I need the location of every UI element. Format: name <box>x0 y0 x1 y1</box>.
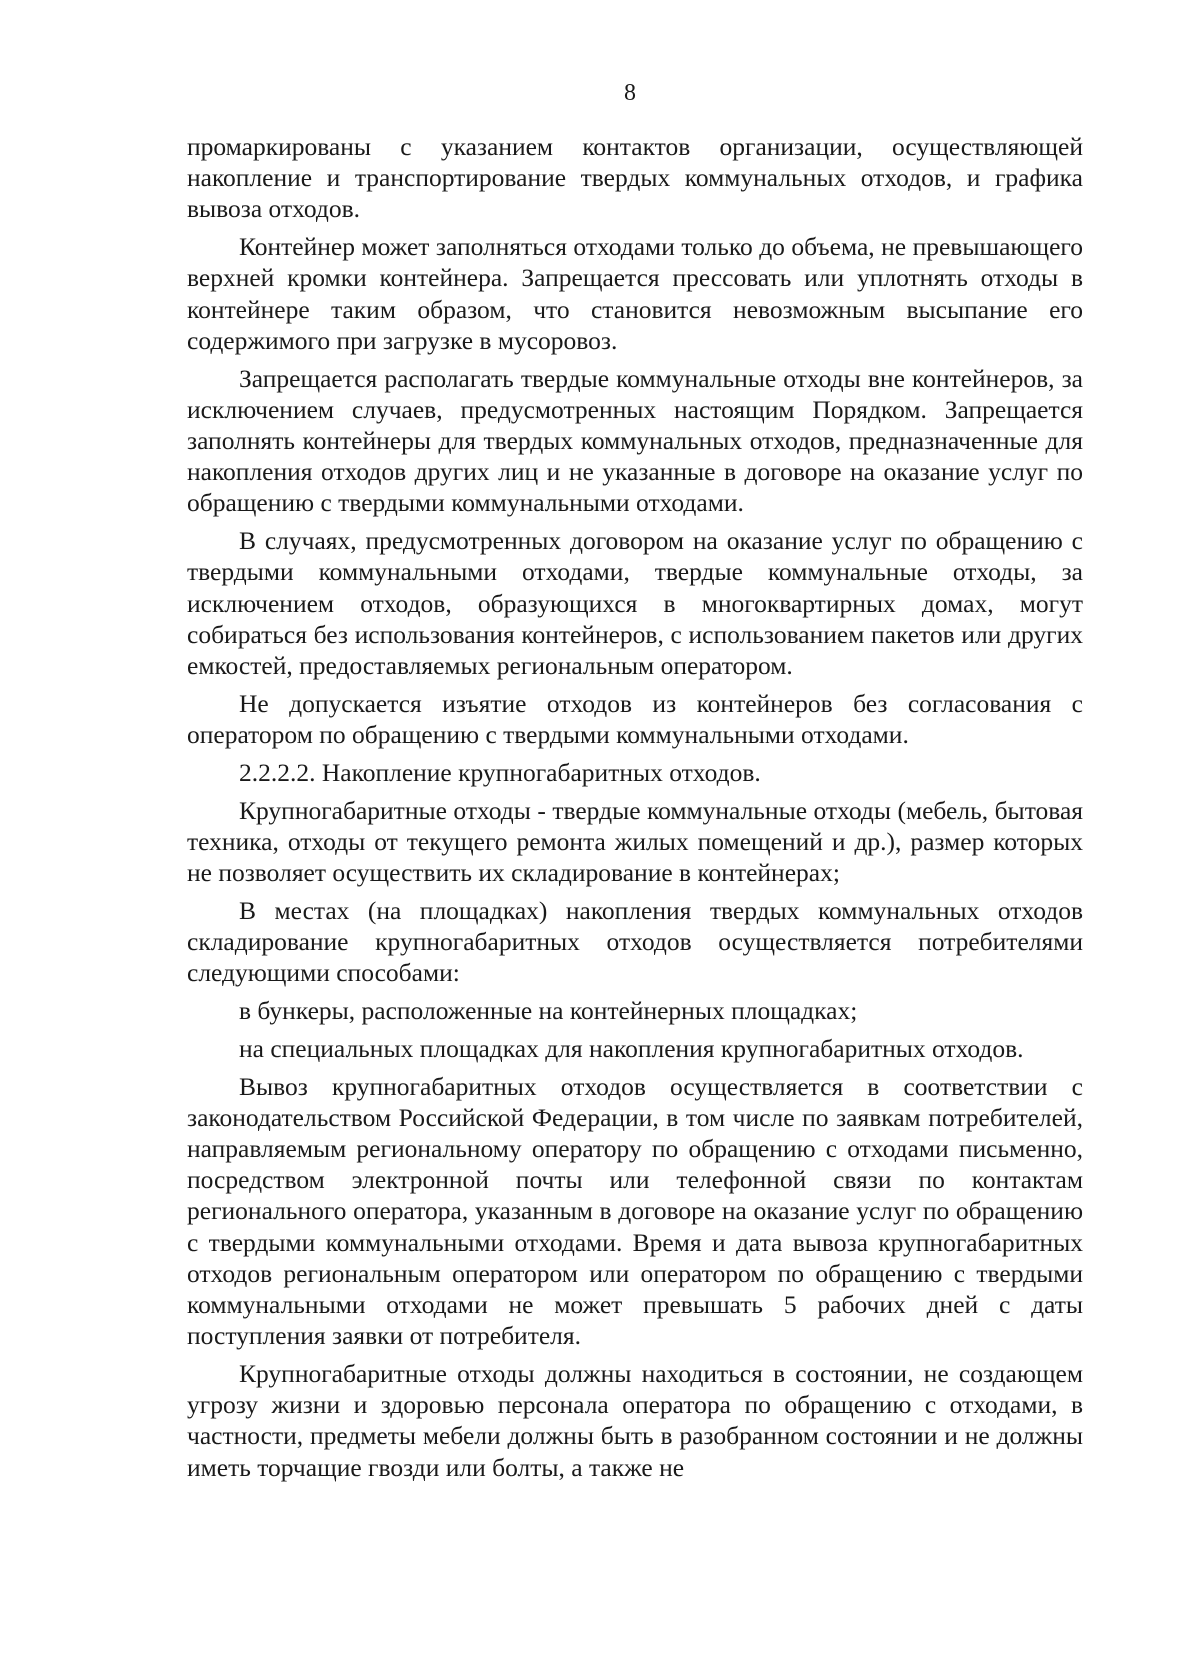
paragraph: промаркированы с указанием контактов организации, осуществляющей накопление и транспортирование твердых коммунальных отходов, и графика вывоза отходов. <box>187 132 1083 224</box>
paragraph: Не допускается изъятие отходов из контейнеров без согласования с оператором по обращению с твердыми коммунальными отходами. <box>187 688 1083 750</box>
paragraph: Контейнер может заполняться отходами только до объема, не превышающего верхней кромки контейнера. Запрещается прессовать или уплотнять отходы в контейнере таким образом, что становится невозможным высыпание его содержимого при загрузке в мусоровоз. <box>187 232 1083 355</box>
paragraph: Запрещается располагать твердые коммунальные отходы вне контейнеров, за исключением случаев, предусмотренных настоящим Порядком. Запрещается заполнять контейнеры для твердых коммунальных отходов, предназначенные для накопления отходов других лиц и не указанные в договоре на оказание услуг по обращению с твердыми коммунальными отходами. <box>187 363 1083 518</box>
page-number: 8 <box>624 80 636 106</box>
list-item: в бункеры, расположенные на контейнерных площадках; <box>239 996 858 1026</box>
paragraph: Вывоз крупногабаритных отходов осуществляется в соответствии с законодательством Российской Федерации, в том числе по заявкам потребителей, направляемым региональному оператору по обращению с отходами письменно, посредством электронной почты или телефонной связи по контактам регионального оператора, указанным в договоре на оказание услуг по обращению с твердыми коммунальными отходами. Время и дата вывоза крупногабаритных отходов региональным оператором или оператором по обращению с твердыми коммунальными отходами не может превышать 5 рабочих дней с даты поступления заявки от потребителя. <box>187 1071 1083 1351</box>
section-heading: 2.2.2.2. Накопление крупногабаритных отходов. <box>239 757 761 787</box>
paragraph: Крупногабаритные отходы - твердые коммунальные отходы (мебель, бытовая техника, отходы от текущего ремонта жилых помещений и др.), размер которых не позволяет осуществить их складирование в контейнерах; <box>187 795 1083 888</box>
paragraph: В местах (на площадках) накопления твердых коммунальных отходов складирование крупногабаритных отходов осуществляется потребителями следующими способами: <box>187 895 1083 988</box>
list-item: на специальных площадках для накопления крупногабаритных отходов. <box>239 1033 1024 1063</box>
paragraph: В случаях, предусмотренных договором на оказание услуг по обращению с твердыми коммунальными отходами, твердые коммунальные отходы, за исключением отходов, образующихся в многоквартирных домах, могут собираться без использования контейнеров, с использованием пакетов или других емкостей, предоставляемых региональным оператором. <box>187 526 1083 681</box>
document-body <box>187 131 1083 1489</box>
paragraph: Крупногабаритные отходы должны находиться в состоянии, не создающем угрозу жизни и здоровью персонала оператора по обращению с отходами, в частности, предметы мебели должны быть в разобранном состоянии и не должны иметь торчащие гвозди или болты, а также не <box>187 1359 1083 1482</box>
